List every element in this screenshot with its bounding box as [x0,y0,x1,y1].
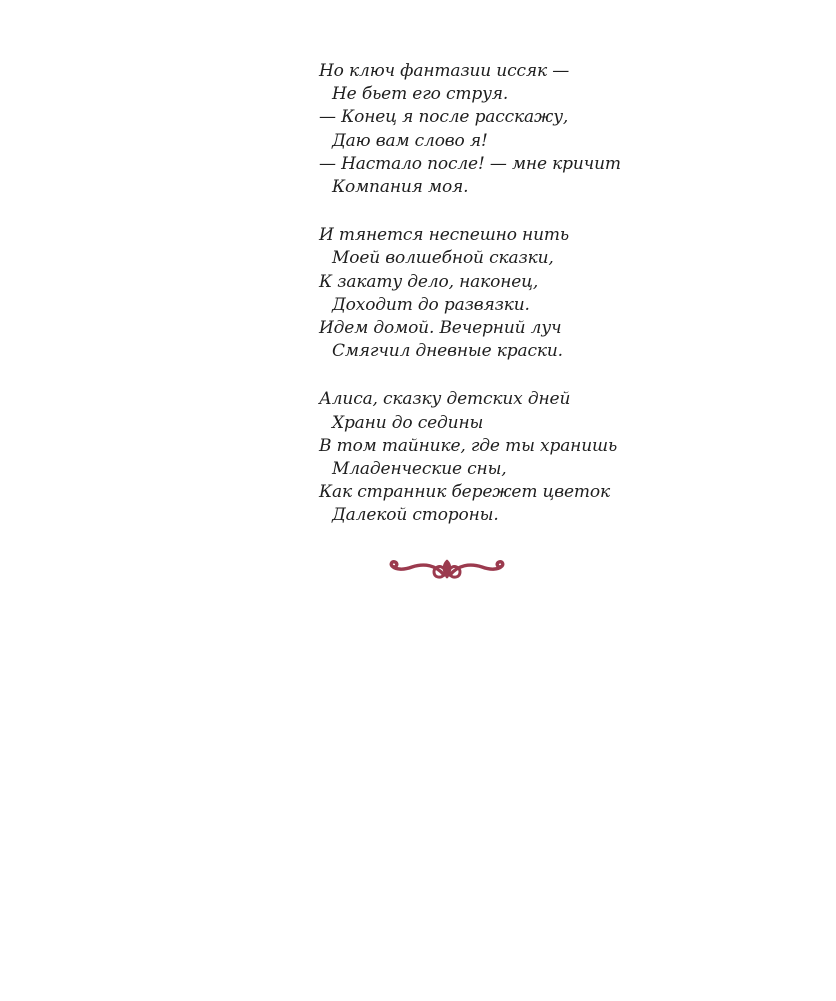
poem-line: Моей волшебной сказки, [332,248,554,269]
stanza-2 [319,224,739,363]
poem-line: Идем домой. Вечерний луч [319,318,562,339]
poem-line: — Конец я после расскажу, [319,107,569,128]
poem-line: Младенческие сны, [332,459,507,480]
poem-line: Компания моя. [332,177,469,198]
poem-line: Как странник бережет цветок [319,482,610,503]
poem-line: В том тайнике, где ты хранишь [319,435,618,456]
poem-line: Даю вам слово я! [332,130,488,151]
poem-line: Храни до седины [332,412,484,433]
stanza-3 [319,388,739,527]
poem-line: Но ключ фантазии иссяк — [319,61,570,81]
ornament-strokes [391,561,503,577]
poem-line: Алиса, сказку детских дней [319,389,571,410]
poem-line: К закату дело, наконец, [319,271,539,292]
flourish-ornament-icon [388,555,506,587]
poem-line: — Настало после! — мне кричит [319,153,621,174]
stanza-1 [319,60,739,199]
ornament-center-bud [444,561,450,577]
poem-line: Доходит до развязки. [332,294,530,315]
poem-line: Смягчил дневные краски. [332,341,563,362]
poem-line: Далекой стороны. [332,505,499,526]
poem [319,60,739,553]
poem-line: И тянется неспешно нить [319,225,569,246]
poem-line: Не бьет его струя. [332,84,509,105]
